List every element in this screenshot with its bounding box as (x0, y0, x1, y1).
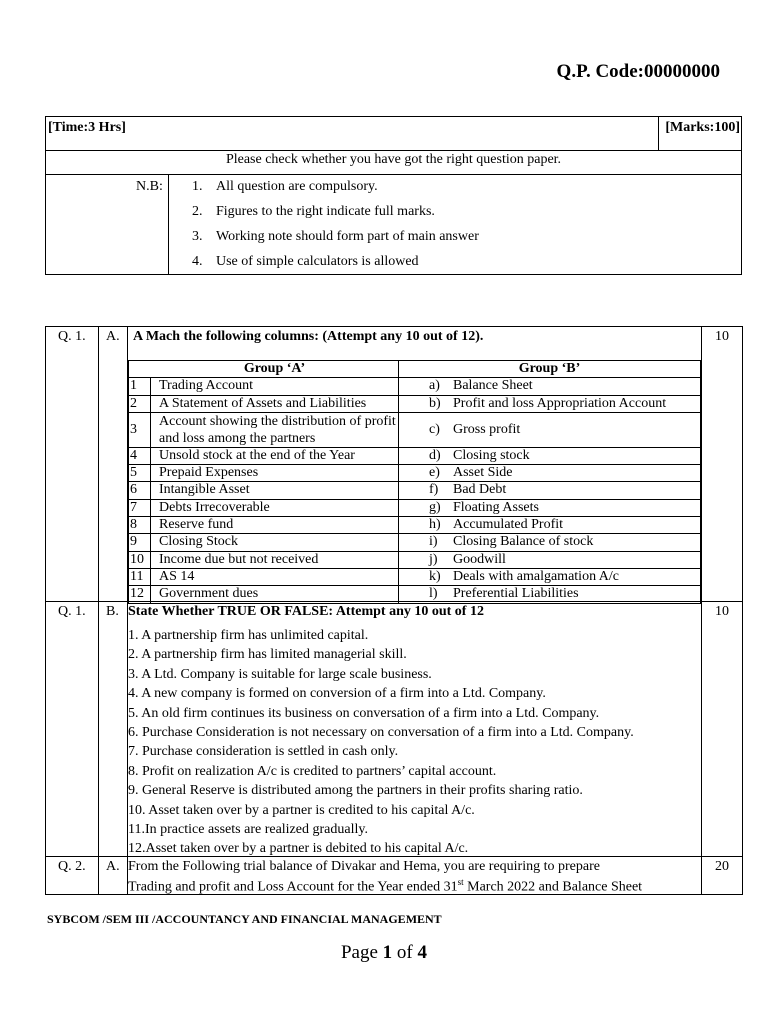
match-row-number: 3 (129, 413, 151, 447)
match-row-number: 10 (129, 552, 151, 568)
true-false-item: 6. Purchase Consideration is not necessary on conversation of a firm into a Ltd. Company. (128, 724, 634, 740)
match-row (129, 413, 700, 448)
page-current: 1 (382, 942, 393, 963)
q2a-marks: 20 (715, 859, 729, 874)
match-row-number: 1 (129, 378, 151, 394)
group-a-item: Trading Account (151, 378, 399, 394)
q2a-line2-sup: st (457, 877, 464, 887)
check-note: Please check whether you have got the right question paper. (46, 150, 741, 175)
group-a-item: Income due but not received (151, 552, 399, 568)
match-table (128, 360, 701, 604)
q1b-number: Q. 1. (58, 604, 86, 619)
true-false-item: 7. Purchase consideration is settled in cash only. (128, 744, 399, 760)
q2a-number: Q. 2. (58, 859, 86, 874)
group-b-letter: g) (429, 499, 441, 515)
true-false-item: 3. A Ltd. Company is suitable for large scale business. (128, 666, 432, 682)
instruction-item (192, 254, 479, 279)
group-a-item: Reserve fund (151, 517, 399, 533)
match-row-number: 6 (129, 482, 151, 498)
q2a-line2-post: March 2022 and Balance Sheet (463, 879, 643, 895)
page-total: 4 (417, 942, 427, 963)
q2a-part: A. (106, 859, 120, 874)
col-divider-marks (701, 327, 702, 894)
group-b-item: Bad Debt (453, 482, 507, 498)
group-b-item: Gross profit (453, 421, 521, 437)
q2a-line1: From the Following trial balance of Divakar and Hema, you are requiring to prepare (128, 859, 600, 874)
group-b-item: Balance Sheet (453, 378, 533, 394)
group-b-item: Accumulated Profit (453, 517, 564, 533)
instruction-item (192, 204, 479, 229)
q2a-line2 (128, 877, 642, 896)
instruction-item (192, 179, 479, 204)
instructions-list (192, 179, 479, 279)
match-row (129, 586, 700, 602)
group-b-item: Asset Side (453, 465, 513, 481)
group-b-item: Preferential Liabilities (453, 586, 579, 602)
match-row-number: 12 (129, 586, 151, 602)
true-false-item: 9. General Reserve is distributed among the partners in their profits sharing ratio. (128, 783, 583, 799)
group-b-letter: d) (429, 447, 441, 463)
true-false-item: 11.In practice assets are realized gradually. (128, 821, 368, 837)
q1b-part: B. (106, 604, 119, 619)
exam-header-box (45, 116, 742, 275)
qp-code: Q.P. Code:00000000 (556, 61, 720, 82)
true-false-item: 4. A new company is formed on conversion of a firm into a Ltd. Company. (128, 686, 546, 702)
group-a-item: Closing Stock (151, 534, 399, 550)
true-false-item: 10. Asset taken over by a partner is credited to his capital A/c. (128, 802, 475, 818)
group-a-item: Prepaid Expenses (151, 465, 399, 481)
group-b-letter: i) (429, 534, 438, 550)
match-row (129, 534, 700, 551)
group-b-item: Floating Assets (453, 499, 539, 515)
match-row (129, 500, 700, 517)
match-row (129, 448, 700, 465)
group-b-letter: c) (429, 421, 440, 437)
match-row (129, 552, 700, 569)
q1a-title: A Mach the following columns: (Attempt any 10 out of 12). (133, 329, 484, 344)
match-row-number: 11 (129, 569, 151, 585)
match-row-number: 8 (129, 517, 151, 533)
group-a-item: Debts Irrecoverable (151, 500, 399, 516)
page-number (0, 942, 768, 964)
group-b-letter: e) (429, 465, 440, 481)
match-table-header (129, 361, 700, 378)
group-b-letter: b) (429, 395, 441, 411)
match-row-number: 7 (129, 500, 151, 516)
match-row (129, 465, 700, 482)
group-a-item: AS 14 (151, 569, 399, 585)
col-divider-qno (98, 327, 99, 894)
group-a-item: A Statement of Assets and Liabilities (151, 396, 399, 412)
match-row-number: 2 (129, 396, 151, 412)
match-row-number: 4 (129, 448, 151, 464)
group-b-header: Group ‘B’ (518, 361, 581, 376)
match-row (129, 396, 700, 413)
question-table (45, 326, 743, 895)
true-false-item: 1. A partnership firm has unlimited capital. (128, 628, 369, 643)
marks-cell (658, 117, 741, 150)
instruction-text: All question are compulsory. (216, 179, 378, 194)
q1b-title: State Whether TRUE OR FALSE: Attempt any 10 out of 12 (128, 604, 484, 619)
group-b-letter: l) (429, 586, 438, 602)
group-a-item: Unsold stock at the end of the Year (151, 448, 399, 464)
nb-label: N.B: (136, 179, 163, 194)
group-b-letter: a) (429, 378, 440, 394)
group-a-item: Intangible Asset (151, 482, 399, 498)
instruction-number: 2. (192, 204, 203, 219)
instruction-text: Figures to the right indicate full marks. (216, 204, 435, 219)
true-false-item: 12.Asset taken over by a partner is debited to his capital A/c. (128, 841, 469, 857)
true-false-list (128, 626, 634, 859)
match-row (129, 482, 700, 499)
q1a-part: A. (106, 329, 120, 344)
group-b-item: Closing stock (453, 447, 530, 463)
group-b-item: Closing Balance of stock (453, 534, 594, 550)
group-b-letter: k) (429, 568, 441, 584)
instruction-item (192, 229, 479, 254)
group-a-item: Account showing the distribution of profit and loss among the partners (151, 413, 399, 447)
instruction-number: 3. (192, 229, 203, 244)
true-false-item: 8. Profit on realization A/c is credited to partners’ capital account. (128, 763, 497, 779)
of-word: of (396, 942, 413, 963)
time-label: [Time:3 Hrs] (48, 120, 126, 135)
q1a-number: Q. 1. (58, 329, 86, 344)
header-row-time-marks (46, 117, 741, 151)
group-b-letter: h) (429, 517, 441, 533)
marks-label: [Marks:100] (665, 120, 740, 135)
match-row (129, 517, 700, 534)
group-b-item: Profit and loss Appropriation Account (453, 395, 667, 411)
match-row-number: 5 (129, 465, 151, 481)
group-a-header: Group ‘A’ (151, 361, 399, 377)
q2a-line2-pre: Trading and profit and Loss Account for the Year ended 31 (128, 879, 458, 895)
nb-divider (168, 175, 169, 275)
true-false-item: 5. An old firm continues its business on conversation of a firm into a Ltd. Company. (128, 705, 600, 721)
group-b-item: Goodwill (453, 551, 506, 567)
group-a-item: Government dues (151, 586, 399, 602)
q1a-marks: 10 (715, 329, 729, 344)
course-footer: SYBCOM /SEM III /ACCOUNTANCY AND FINANCIAL MANAGEMENT (47, 912, 442, 926)
group-b-letter: f) (429, 482, 439, 498)
group-b-item: Deals with amalgamation A/c (453, 568, 620, 584)
q1b-marks: 10 (715, 604, 729, 619)
instruction-number: 1. (192, 179, 203, 194)
page-word: Page (340, 942, 378, 963)
instruction-text: Use of simple calculators is allowed (216, 254, 419, 269)
match-row-number: 9 (129, 534, 151, 550)
match-row (129, 378, 700, 395)
instruction-number: 4. (192, 254, 203, 269)
true-false-item: 2. A partnership firm has limited managerial skill. (128, 647, 407, 663)
instruction-text: Working note should form part of main answer (216, 229, 479, 244)
match-row (129, 569, 700, 586)
group-b-letter: j) (429, 551, 438, 567)
